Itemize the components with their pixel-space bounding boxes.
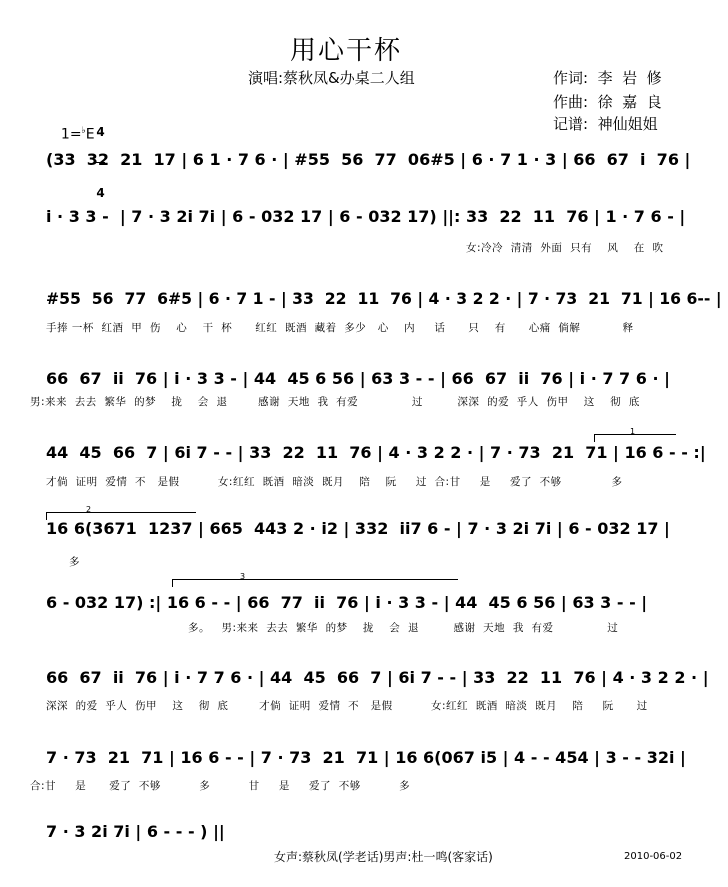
key-note: E xyxy=(85,126,95,143)
score-row-2-lyrics: 女:冷冷 清清 外面 只有 风 在 吹 xyxy=(466,242,664,254)
score-row-9-lyrics: 合:甘 是 爱了 不够 多 甘 是 爱了 不够 多 xyxy=(30,780,411,792)
volta-3-number: 3 xyxy=(240,572,246,581)
score-row-10-notes: 7 · 3 2i 7i | 6 - - - ) || xyxy=(46,822,225,841)
score-row-7-notes: 6 - 032 17) :| 16 6 - - | 66 77 ii 76 | i · 3 3 - | 44 45 6 56 | 63 3 - - | xyxy=(46,593,648,612)
song-title: 用心干杯 xyxy=(290,36,403,66)
footer-credits: 女声:蔡秋凤(学老话)男声:杜一鸣(客家话) xyxy=(274,850,493,864)
volta-1-tick xyxy=(594,434,595,442)
score-row-3-lyrics: 手捧 一杯 红酒 甲 伤 心 干 杯 红红 既酒 藏着 多少 心 内 话 只 有 心痛 倘解 释 xyxy=(46,322,634,334)
score-row-6-notes: 16 6(3671 1237 | 665 443 2 · i2 | 332 ii7 6 - | 7 · 3 2i 7i | 6 - 032 17 | xyxy=(46,519,670,538)
volta-3-tick xyxy=(172,579,173,587)
score-row-7-lyrics: 多。 男:来来 去去 繁华 的梦 拢 会 退 感谢 天地 我 有爱 过 xyxy=(46,622,619,634)
score-row-4-lyrics: 男:来来 去去 繁华 的梦 拢 会 退 感谢 天地 我 有爱 过 深深 的爱 乎人 伤甲 这 彻 底 xyxy=(30,396,640,408)
score-row-3-notes: #55 56 77 6#5 | 6 · 7 1 - | 33 22 11 76 | 4 · 3 2 2 · | 7 · 73 21 71 | 16 6-- | xyxy=(46,289,722,308)
lyricist: 作词: 李 岩 修 xyxy=(553,69,662,87)
transcriber: 记谱: 神仙姐姐 xyxy=(553,115,658,133)
score-row-8-notes: 66 67 ii 76 | i · 7 7 6 · | 44 45 66 7 | 6i 7 - - | 33 22 11 76 | 4 · 3 2 2 · | xyxy=(46,668,709,687)
key-prefix: 1= xyxy=(60,126,82,143)
score-row-9-notes: 7 · 73 21 71 | 16 6 - - | 7 · 73 21 71 | 16 6(067 i5 | 4 - - 454 | 3 - - 32i | xyxy=(46,748,686,767)
score-row-8-lyrics: 深深 的爱 乎人 伤甲 这 彻 底 才倘 证明 爱情 不 是假 女:红红 既酒 暗淡 既月 陪 阮 过 xyxy=(46,700,648,712)
volta-1-number: 1 xyxy=(630,427,636,436)
singers: 演唱:蔡秋凤&办桌二人组 xyxy=(248,69,415,87)
flat-sign: ♭ xyxy=(81,126,86,136)
score-row-1-notes: (33 32 21 17 | 6 1 · 7 6 · | #55 56 77 06#5 | 6 · 7 1 · 3 | 66 67 i 76 | xyxy=(46,150,691,169)
volta-2-line xyxy=(46,512,196,513)
score-row-2-notes: i · 3 3 - | 7 · 3 2i 7i | 6 - 032 17 | 6 - 032 17) ||: 33 22 11 76 | 1 · 7 6 - | xyxy=(46,207,686,226)
time-top: 4 xyxy=(96,125,105,139)
score-row-5-notes: 44 45 66 7 | 6i 7 - - | 33 22 11 76 | 4 · 3 2 2 · | 7 · 73 21 71 | 16 6 - - :| xyxy=(46,443,706,462)
composer: 作曲: 徐 嘉 良 xyxy=(553,93,662,111)
footer-date: 2010-06-02 xyxy=(624,851,683,862)
score-row-5-lyrics: 才倘 证明 爱情 不 是假 女:红红 既酒 暗淡 既月 陪 阮 过 合:甘 是 爱了 不够 多 xyxy=(46,476,623,488)
time-bottom: 4 xyxy=(96,186,105,200)
score-row-4-notes: 66 67 ii 76 | i · 3 3 - | 44 45 6 56 | 63 3 - - | 66 67 ii 76 | i · 7 7 6 · | xyxy=(46,369,670,388)
volta-3-line xyxy=(172,579,458,580)
volta-2-tick xyxy=(46,512,47,520)
volta-2-number: 2 xyxy=(86,505,92,514)
key-signature xyxy=(52,110,95,143)
score-row-6-lyrics: 多 xyxy=(46,556,81,568)
